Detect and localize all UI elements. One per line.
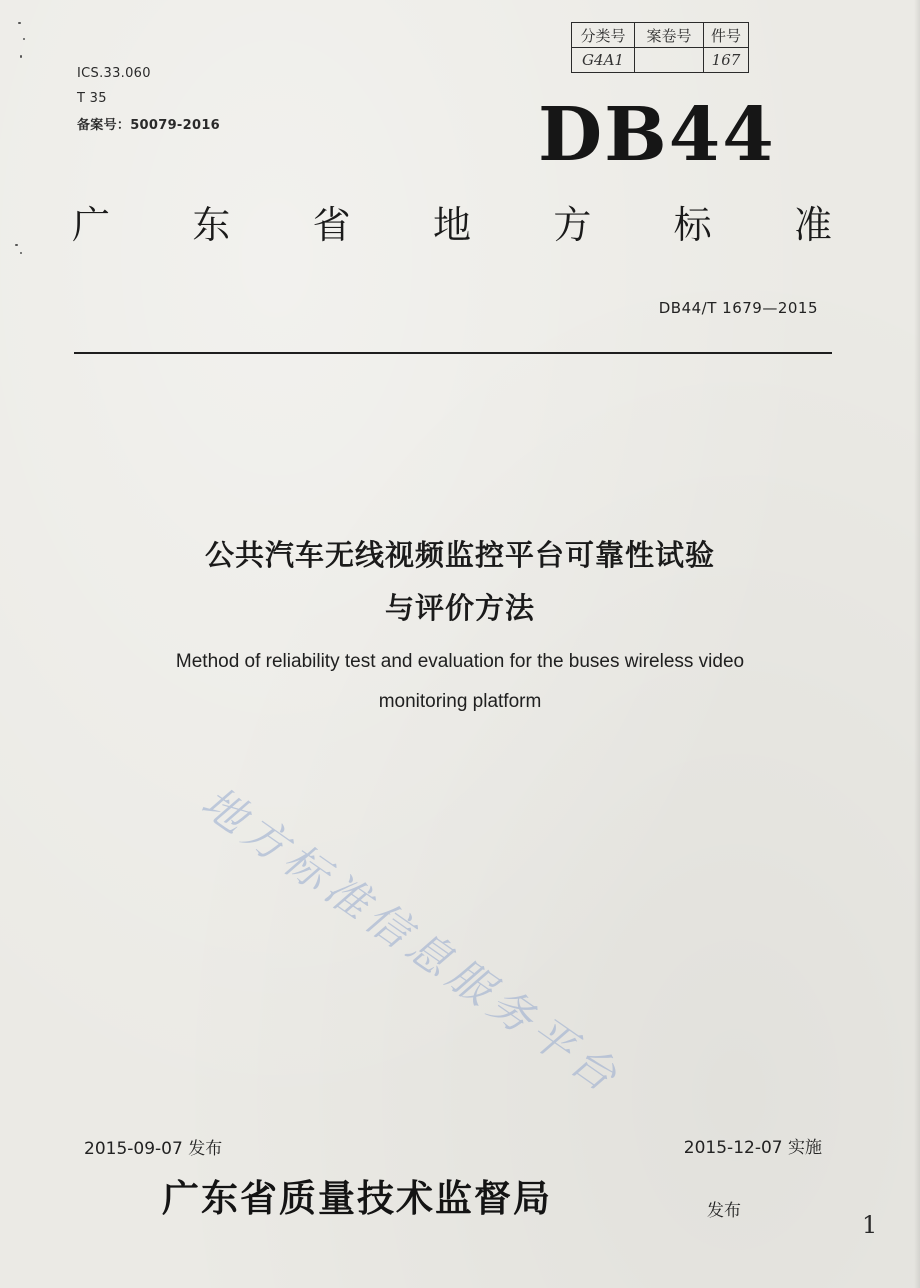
- standard-type-char: 方: [553, 203, 592, 247]
- implementation-date: 2015-12-07 实施: [683, 1138, 822, 1158]
- release-date: 2015-09-07 发布: [84, 1139, 223, 1159]
- stamp-header-category: 分类号: [572, 23, 635, 48]
- scan-edge-shadow: [914, 0, 920, 1288]
- issuing-authority: 广东省质量技术监督局: [162, 1176, 552, 1220]
- scan-speck: [20, 55, 22, 58]
- db44-mark: DB44: [538, 92, 776, 178]
- record-number: 备案号：50079-2016: [77, 118, 221, 133]
- header-divider: [74, 352, 832, 354]
- scan-speck: [20, 252, 22, 254]
- ics-code: ICS.33.060: [77, 66, 151, 81]
- scan-speck: [15, 244, 18, 246]
- title-cn-line2: 与评价方法: [384, 591, 535, 625]
- standard-type-char: 准: [793, 203, 832, 247]
- stamp-header-item: 件号: [704, 23, 749, 48]
- title-en-line1: Method of reliability test and evaluation for the buses wireless video: [175, 651, 745, 672]
- stamp-value-row: [572, 48, 749, 73]
- stamp-header-row: [572, 23, 749, 48]
- standard-type-char: 广: [72, 203, 111, 247]
- standard-type-char: 东: [192, 203, 231, 247]
- standard-type-char: 标: [673, 203, 712, 247]
- stamp-value-file: [635, 48, 704, 73]
- watermark-text: 地方标准信息服务平台: [192, 777, 631, 1106]
- standard-type-char: 地: [432, 203, 471, 247]
- page-number: 1: [862, 1211, 878, 1239]
- title-cn-line1: 公共汽车无线视频监控平台可靠性试验: [204, 538, 715, 572]
- standard-type-char: 省: [312, 203, 351, 247]
- title-en-line2: monitoring platform: [378, 691, 542, 712]
- archive-stamp-table: [571, 22, 749, 73]
- issuer-suffix: 发布: [707, 1201, 741, 1221]
- standard-number: DB44/T 1679—2015: [658, 299, 818, 317]
- scan-speck: [23, 38, 25, 40]
- ccs-code: T 35: [77, 91, 107, 106]
- standard-type-heading: [72, 203, 832, 247]
- stamp-value-item: 167: [704, 48, 749, 73]
- stamp-value-category: G4A1: [572, 48, 635, 73]
- stamp-header-file: 案卷号: [635, 23, 704, 48]
- scan-speck: [18, 22, 21, 24]
